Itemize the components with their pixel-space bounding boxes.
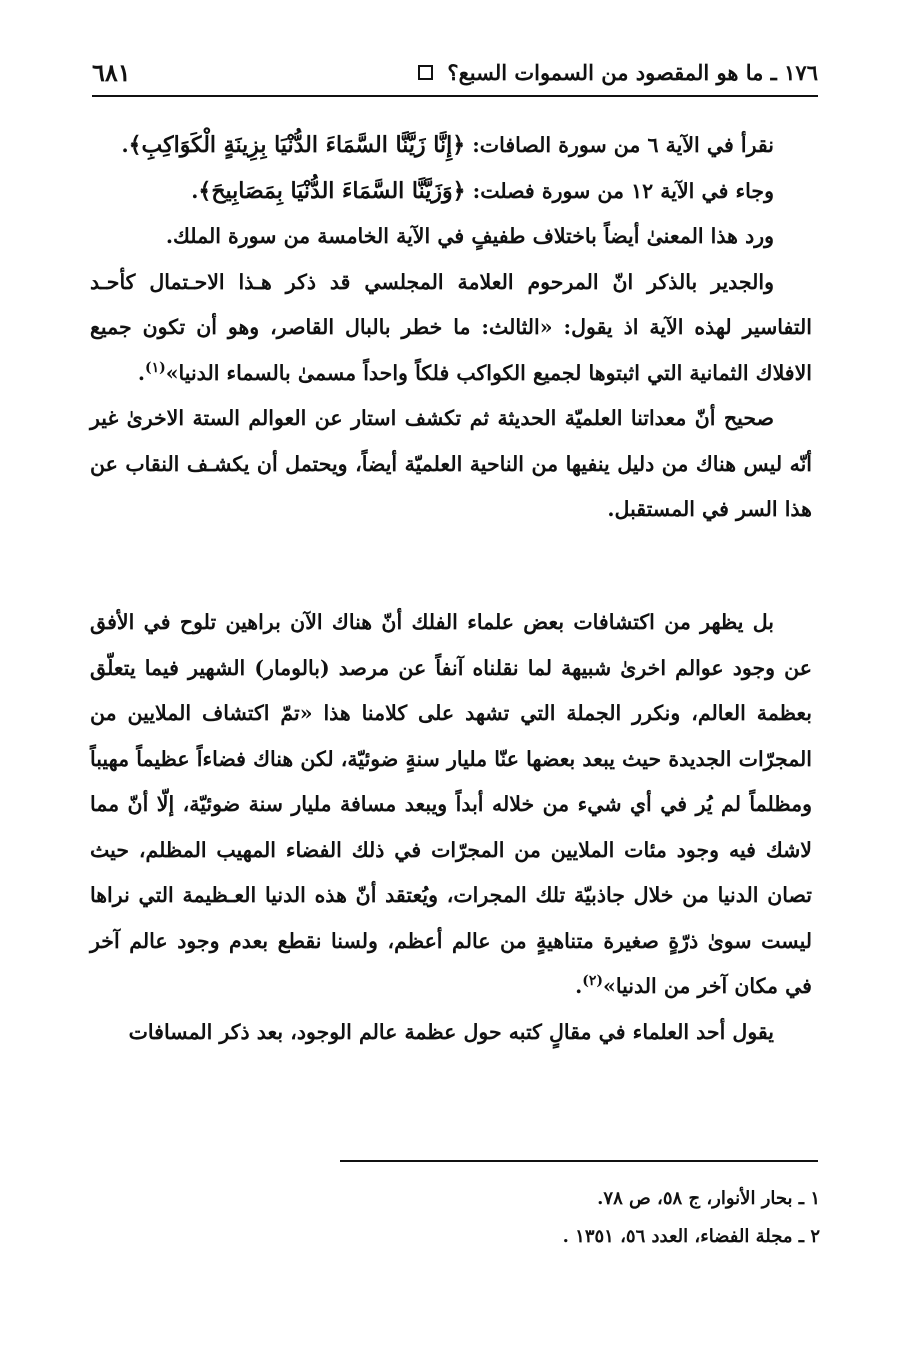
paragraph-mulk: ورد هذا المعنىٰ أيضاً باختلاف طفيفٍ في الآية الخامسة من سورة الملك. — [165, 224, 774, 248]
footnote-rule — [340, 1160, 818, 1162]
footnote-marker-1: (١) — [144, 359, 166, 376]
paragraph-fussilat — [90, 169, 812, 215]
header-rule — [92, 95, 818, 97]
quran-verse-fussilat: ﴿وَزَيَّنَّا السَّمَاءَ الدُّنْيَا بِمَصَابِيحَ﴾ — [198, 177, 466, 204]
paragraph-astronomers-text: بل يظهر من اكتشافات بعض علماء الفلك أنّ هناك الآن براهين تلوح في الأفق عن وجود عوالم اخرىٰ شبيهة لما نقلناه آنفاً عن مرصد (بالومار) الشهير فيما يتعلّق بعظمة العالم، ونكرر الجملة التي تشهد على كلامنا هذا «تمّ اكتشاف الملايين من المجرّات الجديدة حيث يبعد بعضها عنّا مليار سنةٍ ضوئيّة، لكن هناك فضاءاً عظيماً مهيباً ومظلماً لم يُر في أي شيء من خلاله أبداً ويبعد مسافة مليار سنة ضوئيّة، إلّا أنّ مما لاشك فيه وجود مئات الملايين من المجرّات في ذلك الفضاء المهيب المظلم، حيث تصان الدنيا من خلال جاذبيّة تلك المجرات، ويُعتقد أنّ هذه الدنيا العـظيمة التي نراها ليست سوىٰ ذرّةٍ صغيرة متناهيةٍ من عالم أعظم، ولسنا نقطع بعدم وجود عالم آخر في مكان آخر من الدنيا» — [90, 610, 812, 998]
body-text-upper — [90, 123, 812, 533]
paragraph-astronomers — [90, 600, 812, 1010]
paragraph-fussilat-end: . — [191, 178, 199, 203]
paragraph-modern-instruments: صحيح أنّ معداتنا العلميّة الحديثة ثم تكشف استار عن العوالم الستة الاخرىٰ غير أنّه ليس هناك من دليل ينفيها من الناحية العلميّة أيضاً، ويحتمل أن يكشـف النقاب عن هذا السر في المستقبل. — [90, 406, 812, 521]
paragraph-fussilat-lead: وجاء في الآية ١٢ من سورة فصلت: — [465, 178, 774, 203]
footnote-2: ٢ ـ مجلة الفضاء، العدد ٥٦، ١٣٥١ . — [562, 1226, 820, 1247]
paragraph-majlisi-end: . — [137, 360, 145, 385]
quran-verse-saffat: ﴿إِنَّا زَيَّنَّا السَّمَاءَ الدُّنْيَا بِزِينَةٍ الْكَوَاكِبِ﴾ — [128, 132, 466, 158]
footnote-marker-2: (٢) — [582, 973, 604, 990]
page-number: ٦٨١ — [92, 57, 131, 87]
paragraph-scientist-article: يقول أحد العلماء في مقالٍ كتبه حول عظمة عالم الوجود، بعد ذكر المسافات — [128, 1019, 774, 1044]
running-head — [92, 52, 818, 92]
paragraph-saffat — [90, 123, 812, 169]
running-title-group — [418, 60, 818, 85]
paragraph-astronomers-end: . — [575, 974, 583, 998]
footnotes — [300, 1180, 820, 1256]
paragraph-majlisi-text: والجدير بالذكر انّ المرحوم العلامة المجلسي قد ذكر هـذا الاحـتمال كأحـد التفاسير لهذه الآية اذ يقول: «الثالث: ما خطر بالبال القاصر، وهو أن تكون جميع الافلاك الثمانية التي اثبتوها لجميع الكواكب فلكاً واحداً مسمىٰ بالسماء الدنيا» — [90, 269, 812, 385]
footnote-1: ١ ـ بحار الأنوار، ج ٥٨، ص ٧٨. — [597, 1188, 820, 1209]
square-icon — [418, 65, 433, 80]
running-title: ١٧٦ ـ ما هو المقصود من السموات السبع؟ — [447, 59, 818, 85]
paragraph-majlisi — [90, 260, 812, 397]
paragraph-saffat-lead: نقرأ في الآية ٦ من سورة الصافات: — [465, 133, 774, 157]
body-text-lower — [90, 600, 812, 1055]
paragraph-saffat-end: . — [121, 133, 129, 157]
